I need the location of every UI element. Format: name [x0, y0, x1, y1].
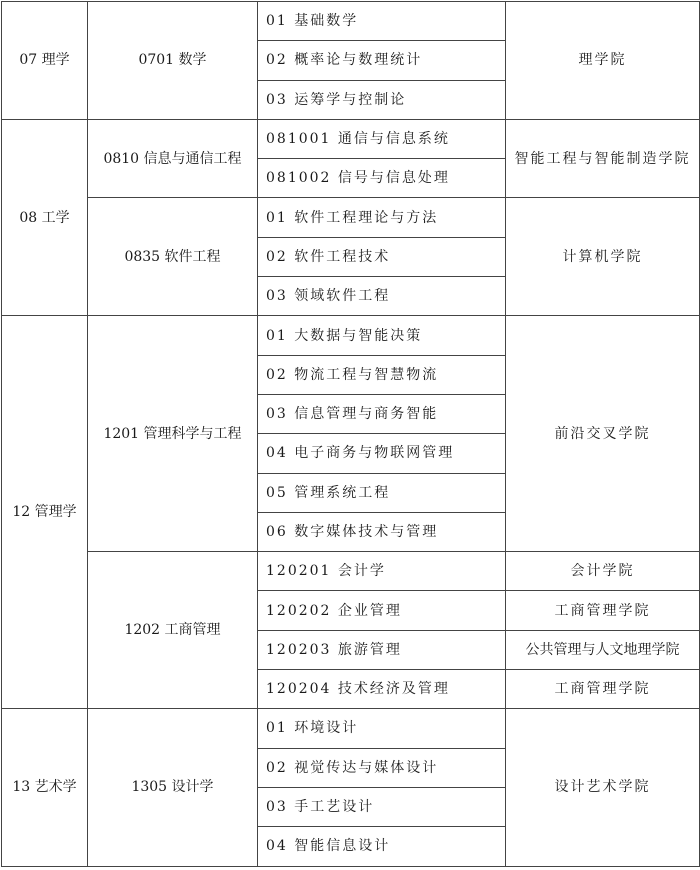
direction-cell: 03 手工艺设计	[258, 787, 506, 826]
college-cell: 理学院	[506, 2, 700, 120]
direction-cell: 03 领域软件工程	[258, 277, 506, 316]
direction-cell: 01 大数据与智能决策	[258, 316, 506, 355]
direction-cell: 02 视觉传达与媒体设计	[258, 748, 506, 787]
direction-cell: 01 基础数学	[258, 2, 506, 41]
discipline-table	[1, 1, 700, 867]
subject-cell: 1202 工商管理	[88, 552, 258, 709]
table-row	[2, 198, 700, 237]
direction-cell: 02 概率论与数理统计	[258, 41, 506, 80]
college-cell: 前沿交叉学院	[506, 316, 700, 552]
direction-cell: 06 数字媒体技术与管理	[258, 512, 506, 551]
college-cell: 公共管理与人文地理学院	[506, 630, 700, 669]
direction-cell: 04 智能信息设计	[258, 827, 506, 866]
college-cell: 工商管理学院	[506, 591, 700, 630]
category-cell: 12 管理学	[2, 316, 88, 709]
college-cell: 工商管理学院	[506, 670, 700, 709]
direction-cell: 120203 旅游管理	[258, 630, 506, 669]
college-cell: 计算机学院	[506, 198, 700, 316]
direction-cell: 02 软件工程技术	[258, 237, 506, 276]
direction-cell: 081001 通信与信息系统	[258, 119, 506, 158]
subject-cell: 0810 信息与通信工程	[88, 119, 258, 198]
direction-cell: 120202 企业管理	[258, 591, 506, 630]
college-cell: 智能工程与智能制造学院	[506, 119, 700, 198]
subject-cell: 0701 数学	[88, 2, 258, 120]
direction-cell: 081002 信号与信息处理	[258, 159, 506, 198]
direction-cell: 03 信息管理与商务智能	[258, 394, 506, 433]
table-row	[2, 119, 700, 158]
table-row	[2, 552, 700, 591]
table-row	[2, 2, 700, 41]
category-cell: 08 工学	[2, 119, 88, 315]
direction-cell: 120201 会计学	[258, 552, 506, 591]
college-cell: 会计学院	[506, 552, 700, 591]
direction-cell: 03 运筹学与控制论	[258, 80, 506, 119]
table-row	[2, 316, 700, 355]
table-row	[2, 709, 700, 748]
direction-cell: 01 环境设计	[258, 709, 506, 748]
category-cell: 13 艺术学	[2, 709, 88, 866]
college-cell: 设计艺术学院	[506, 709, 700, 866]
direction-cell: 02 物流工程与智慧物流	[258, 355, 506, 394]
category-cell: 07 理学	[2, 2, 88, 120]
direction-cell: 04 电子商务与物联网管理	[258, 434, 506, 473]
direction-cell: 05 管理系统工程	[258, 473, 506, 512]
subject-cell: 1305 设计学	[88, 709, 258, 866]
subject-cell: 1201 管理科学与工程	[88, 316, 258, 552]
direction-cell: 01 软件工程理论与方法	[258, 198, 506, 237]
subject-cell: 0835 软件工程	[88, 198, 258, 316]
direction-cell: 120204 技术经济及管理	[258, 670, 506, 709]
